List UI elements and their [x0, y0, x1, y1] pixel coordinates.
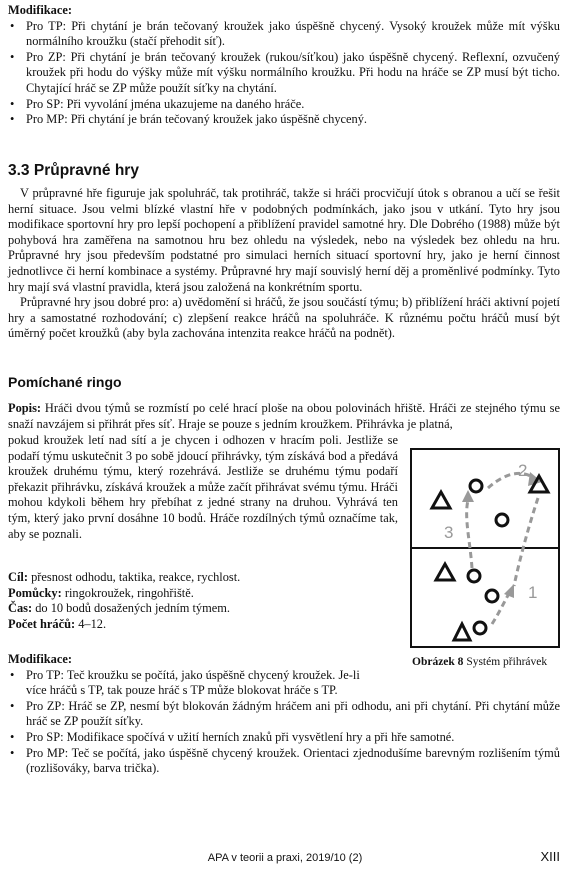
top-modifications-list: [8, 19, 560, 128]
top-modifications: [8, 3, 560, 128]
section-title: 3.3 Průpravné hry: [8, 162, 139, 179]
list-item: • Pro ZP: Při chytání je brán tečovaný kroužek (rukou/síťkou) jako úspěšně chycený. Reflexní, ozvučený kroužek při hodu do výšky může mít výšku normálního kroužku. Při hodu na hráče se ZP musí být ticho. Chytající hráč se ZP může použít síťky na chytání.: [8, 50, 560, 97]
number-1: 1: [528, 583, 538, 602]
mod-first-a: Pro TP: Teč kroužku se počítá, jako úspěšně chycený kroužek. Je-li: [26, 667, 360, 682]
number-3: 3: [444, 523, 454, 542]
popis-wrap-text: pokud kroužek letí nad sítí a je chycen i odhozen v hracím poli. Jestliže se podaří týmu uskutečnit 3 po sobě jdoucí přihrávky, tým získává bod a předává kroužek druhému týmu, který rozehrává. Jestliže se druhému týmu podaří překazit přihrávku, získává kroužek a může začít přihrávat svému týmu. Hráči mohou kdykoli během hry přebíhat z jedné strany na druhou. Vyhrává ten tým, který jako první dosáhne 10 bodů. Hráče rozdílných týmů označíme tak, aby se poznali.: [8, 433, 398, 541]
goal-line: [8, 570, 398, 586]
section-paragraph-2: Průpravné hry jsou dobré pro: a) uvědomění si hráčů, že jsou součástí týmu; b) přiblížení hráči aktivní pojetí hry a samostatné rozhodování; c) zlepšení reakce hráčů na spoluhráče. K různému počtu hráčů musí být úměrný počet kroužků (aby byla zachována intenzita reakce hráčů na podnět).: [8, 295, 560, 341]
footer-journal: APA v teorii a praxi, 2019/10 (2): [207, 852, 363, 864]
equipment-label: Pomůcky:: [8, 585, 62, 600]
list-item: [8, 668, 560, 699]
page-number: XIII: [540, 849, 560, 864]
game-title: Pomíchané ringo: [8, 374, 122, 390]
game-modifications-list: [8, 668, 560, 777]
caption-text: Systém přihrávek: [466, 656, 548, 668]
time-label: Čas:: [8, 601, 33, 616]
caption-label: Obrázek 8: [412, 656, 464, 668]
players-label: Počet hráčů:: [8, 616, 76, 631]
section-paragraph-1: V průpravné hře figuruje jak spoluhráč, tak protihráč, takže si hráči procvičují útok s obranou a učí se řešit herní situace. Jsou velmi blízké vlastní hře v podobných podmínkách, jako jsou v utkání. Tyto hry jsou modifikace sportovní hry pro lepší pochopení a přiblížení pravidel samotné hry. Dle Dobrého (1988) může být pohybová hra zaměřena na samotnou hru bez ohledu na výsledek, nebo na výsledek bez ohledu na hru. Průpravné hry jsou především podstatné pro simulaci herních situací sportovní hry, jako je herní činnost jednotlivce či herní kombinace a systémy. Průpravné hry mají souvislý herní děj a proměnlivé podmínky. Tyto hry mají svá vlastní pravidla, která jsou založená na konkrétním sportu.: [8, 186, 560, 294]
game-description-wrap: [8, 433, 398, 542]
game-details: [8, 570, 398, 632]
top-modifications-heading: Modifikace:: [8, 3, 73, 17]
game-description-full: [8, 401, 560, 432]
list-item: • Pro TP: Při chytání je brán tečovaný kroužek jako úspěšně chycený. Vysoký kroužek může mít výšku normálního kroužku (stačí přehodit síť).: [8, 19, 560, 50]
number-2: 2: [518, 461, 528, 480]
popis-text: Hráči dvou týmů se rozmístí po celé hrací ploše na obou polovinách hřiště. Hráči ze stejného týmu se snaží navzájem si přihrát přes síť. Hraje se pouze s jedním kroužkem. Přihrávka je platná,: [8, 401, 560, 431]
game-modifications-heading: Modifikace:: [8, 652, 73, 666]
popis-label: Popis:: [8, 401, 42, 415]
equipment-text: ringokroužek, ringohřiště.: [64, 585, 194, 600]
list-item: • Pro ZP: Hráč se ZP, nesmí být blokován žádným hráčem ani při odhodu, ani při chytání. Při chytání může hráč se ZP použít síťky.: [8, 699, 560, 730]
game-modifications: [8, 652, 560, 777]
time-line: [8, 601, 398, 617]
court-diagram: [410, 448, 560, 648]
figure-diagram: [410, 448, 560, 648]
list-item: • Pro SP: Při vyvolání jména ukazujeme na daného hráče.: [8, 97, 560, 113]
goal-text: přesnost odhodu, taktika, reakce, rychlost.: [31, 570, 241, 584]
players-line: [8, 617, 398, 633]
equipment-line: [8, 586, 398, 602]
figure-caption: [412, 655, 562, 671]
mod-first-b: více hráčů s TP, tak pouze hráč s TP může blokovat hráče s TP.: [26, 683, 338, 698]
goal-label: Cíl:: [8, 570, 28, 584]
players-text: 4–12.: [78, 616, 107, 631]
section-body: [8, 186, 560, 342]
time-text: do 10 bodů dosažených jedním týmem.: [35, 601, 230, 616]
list-item: • Pro MP: Teč se počítá, jako úspěšně chycený kroužek. Orientaci zjednodušíme barevným rozlišením týmů (rozlišováky, barva trička).: [8, 746, 560, 777]
list-item: • Pro SP: Modifikace spočívá v užití herních znaků při vysvětlení hry a při hře samotné.: [8, 730, 560, 746]
list-item: • Pro MP: Při chytání je brán tečovaný kroužek jako úspěšně chycený.: [8, 112, 560, 128]
